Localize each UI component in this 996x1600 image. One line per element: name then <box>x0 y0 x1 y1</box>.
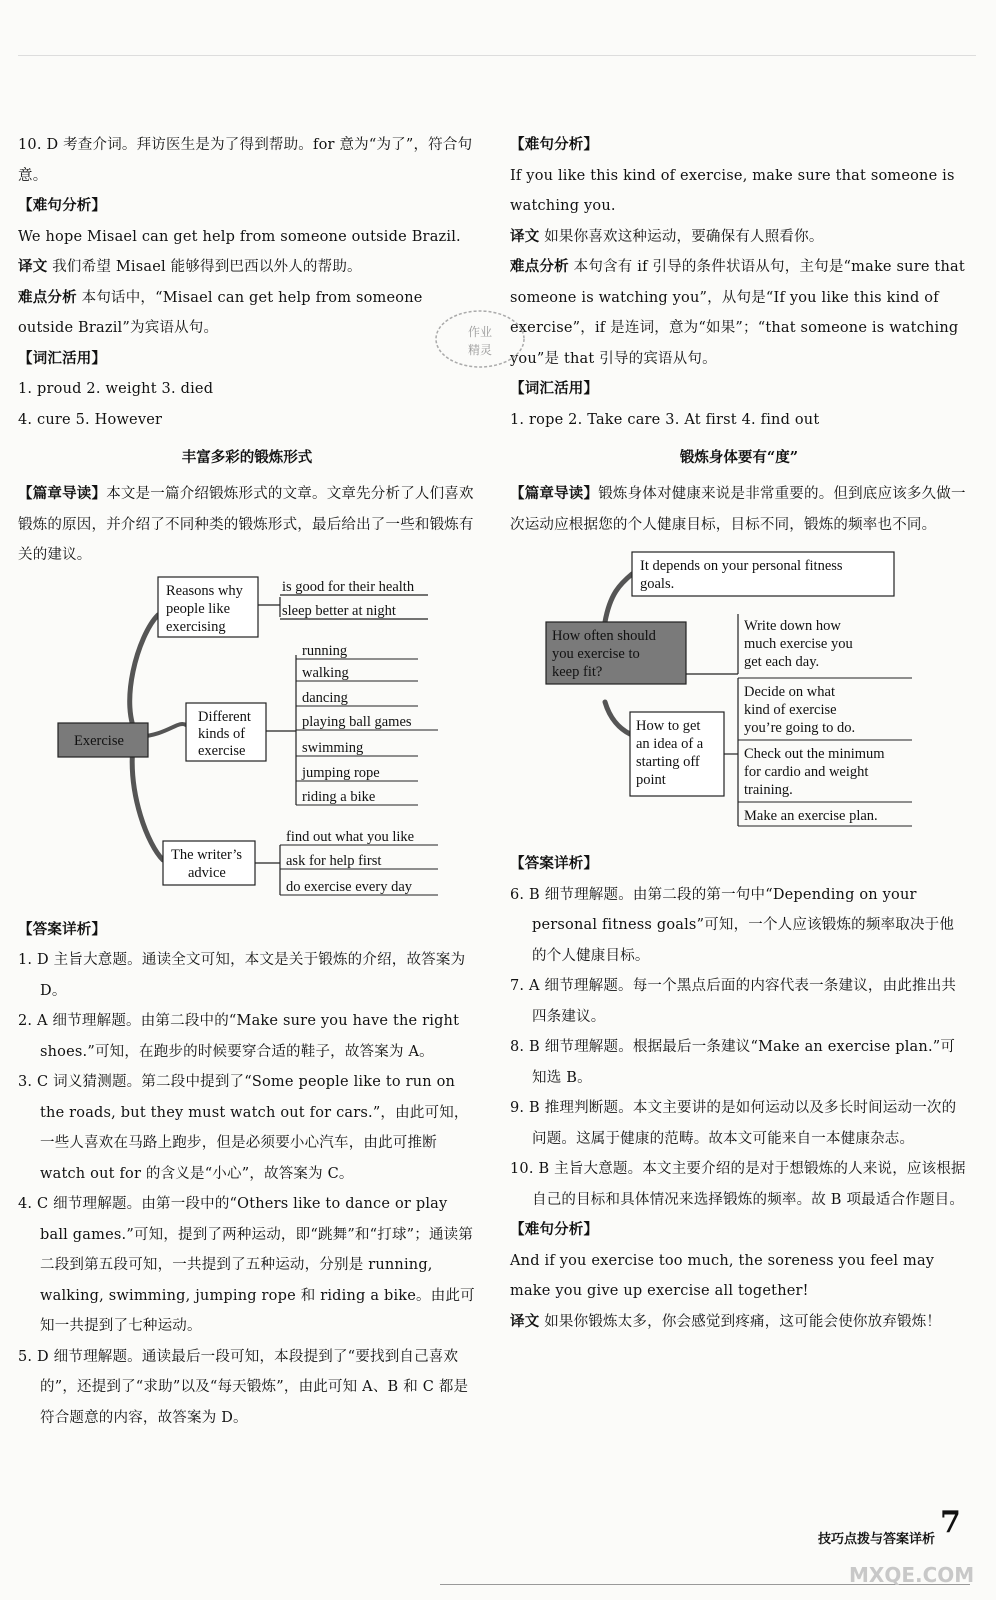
stamp-logo <box>430 304 530 374</box>
footer-label: 技巧点拨与答案详析 <box>818 1532 936 1547</box>
answer-6: 6. B 细节理解题。由第二段的第一句中“Depending on your personal fitness goals”可知，一个人应该锻炼的频率取决于他的个人健康目标。 <box>510 886 955 964</box>
difficult-sentence-heading-right: 【难句分析】 <box>510 136 599 153</box>
kind-item-2: walking <box>302 664 349 681</box>
item-1-line-3: get each day. <box>744 654 820 670</box>
reasons-line-3: exercising <box>166 618 226 635</box>
reasons-line-2: people like <box>166 600 231 617</box>
answer-5: 5. D 细节理解题。通读最后一段可知，本段提到了“要找到自己喜欢的”，还提到了“求助”以及“每天锻炼”，由此可知 A、B 和 C 都是符合题意的内容，故答案为 D。 <box>18 1348 469 1426</box>
kind-item-4: playing ball games <box>302 713 412 730</box>
guide-label: 【篇章导读】 <box>18 485 107 502</box>
answer-10-right: 10. B 主旨大意题。本文主要介绍的是对于想锻炼的人来说，应该根据自己的目标和具体情况来选择锻炼的频率。故 B 项最适合作题目。 <box>510 1161 966 1208</box>
fitness-mind-map <box>510 544 968 839</box>
kind-item-5: swimming <box>302 739 364 756</box>
advice-line-2: advice <box>188 864 226 881</box>
item-3-line-1: Check out the minimum <box>744 746 885 762</box>
item-2-line-3: you’re going to do. <box>744 720 856 736</box>
center-line-3: keep fit? <box>552 664 603 680</box>
answer-9: 9. B 推理判断题。本文主要讲的是如何运动以及多长时间运动一次的问题。这属于健康的范畴。故本文可能来自一本健康杂志。 <box>510 1100 957 1147</box>
reason-item-1: is good for their health <box>282 578 415 595</box>
advice-item-1: find out what you like <box>286 828 415 845</box>
kinds-line-2: kinds of <box>198 725 246 742</box>
guide-text: 本文是一篇介绍锻炼形式的文章。文章先分析了人们喜欢锻炼的原因，并介绍了不同种类的锻炼形式，最后给出了一些和锻炼有关的建议。 <box>18 486 474 563</box>
sub-line-3: starting off <box>636 754 700 770</box>
right-column <box>510 130 968 1337</box>
center-label: Exercise <box>74 732 124 749</box>
answer-10: 10. D 考查介词。拜访医生是为了得到帮助。for 意为“为了”，符合句意。 <box>18 137 473 184</box>
difficult-sentence-heading-2: 【难句分析】 <box>510 1221 599 1238</box>
article-title: 丰富多彩的锻炼形式 <box>181 449 313 466</box>
left-column <box>18 130 476 1433</box>
advice-item-2: ask for help first <box>286 852 382 869</box>
answer-7: 7. A 细节理解题。每一个黑点后面的内容代表一条建议，由此推出共四条建议。 <box>510 978 957 1025</box>
translation-2 <box>510 1307 968 1338</box>
article-guide <box>18 479 476 571</box>
stamp-line-2: 精灵 <box>467 343 493 357</box>
reasons-line-1: Reasons why <box>166 582 243 599</box>
vocab-line-right: 1. rope 2. Take care 3. At first 4. find out <box>510 411 820 428</box>
article-guide-right <box>510 479 968 540</box>
item-2-line-1: Decide on what <box>744 684 835 700</box>
kind-item-6: jumping rope <box>302 764 380 781</box>
sub-line-1: How to get <box>636 718 701 734</box>
difficult-sentence-2: And if you exercise too much, the soreness you feel may make you give up exercise all together! <box>510 1252 935 1299</box>
item-3-line-3: training. <box>744 782 793 798</box>
answers-heading-right: 【答案详析】 <box>510 855 599 872</box>
difficult-sentence-right: If you like this kind of exercise, make sure that someone is watching you. <box>510 167 955 214</box>
watermark-logo <box>845 1540 980 1590</box>
guide-text-right: 锻炼身体对健康来说是非常重要的。但到底应该多久做一次运动应根据您的个人健康目标，目标不同，锻炼的频率也不同。 <box>510 486 966 533</box>
kind-items <box>296 643 438 805</box>
answer-1: 1. D 主旨大意题。通读全文可知，本文是关于锻炼的介绍，故答案为 D。 <box>18 952 466 999</box>
kind-item-1: running <box>302 642 348 659</box>
translation-text: 我们希望 Misael 能够得到巴西以外人的帮助。 <box>47 259 362 275</box>
translation-text-2: 如果你锻炼太多，你会感觉到疼痛，这可能会使你放弃锻炼！ <box>539 1313 942 1330</box>
center-line-2: you exercise to <box>552 646 640 662</box>
answer-3: 3. C 词义猜测题。第二段中提到了“Some people like to run on the roads, but they must watch out for cars.”，由此可知，一些人喜欢在马路上跑步，但是必须要小心汽车，由此可推断 watch out for 的含义是“小心”，故答案为 C。 <box>18 1074 469 1182</box>
top-line-1: It depends on your personal fitness <box>640 558 843 574</box>
advice-item-3: do exercise every day <box>286 878 413 895</box>
translation-label-right: 译文 <box>510 227 540 245</box>
answer-4: 4. C 细节理解题。由第一段中的“Others like to dance or play ball games.”可知，提到了两种运动，即“跳舞”和“打球”；通读第二段到第五段可知，一共提到了五种运动，分别是 running, walking, swimming, jumping rope 和 riding a bike。由此可知一共提到了七种运动。 <box>18 1196 475 1334</box>
difficult-sentence: We hope Misael can get help from someone outside Brazil. <box>18 228 461 245</box>
item-1-line-1: Write down how <box>744 618 841 634</box>
stamp-line-1: 作业 <box>467 325 493 339</box>
watermark-text: MXQE.COM <box>849 1563 975 1587</box>
guide-label-right: 【篇章导读】 <box>510 485 599 502</box>
answer-2: 2. A 细节理解题。由第二段中的“Make sure you have the right shoes.”可知，在跑步的时候要穿合适的鞋子，故答案为 A。 <box>18 1013 460 1060</box>
item-1-line-2: much exercise you <box>744 636 853 652</box>
difficulty-analysis <box>18 283 476 344</box>
kinds-line-3: exercise <box>198 742 246 759</box>
difficulty-analysis-right <box>510 252 968 374</box>
kind-item-7: riding a bike <box>302 788 376 805</box>
translation-label-2: 译文 <box>510 1312 540 1330</box>
answers-heading: 【答案详析】 <box>18 920 107 938</box>
kind-item-3: dancing <box>302 689 348 706</box>
translation-label: 译文 <box>18 258 48 275</box>
item-4-line-1: Make an exercise plan. <box>744 808 878 824</box>
sub-line-2: an idea of a <box>636 736 704 752</box>
item-3-line-2: for cardio and weight <box>744 764 869 780</box>
advice-line-1: The writer’s <box>171 846 242 863</box>
kinds-line-1: Different <box>198 708 251 725</box>
difficulty-label-right: 难点分析 <box>510 258 569 275</box>
vocab-heading: 【词汇活用】 <box>18 349 107 367</box>
vocab-line-1: 1. proud 2. weight 3. died <box>18 381 214 397</box>
translation-right <box>510 222 968 253</box>
vocab-heading-right: 【词汇活用】 <box>510 380 599 397</box>
sub-line-4: point <box>636 772 666 788</box>
top-line-2: goals. <box>640 576 675 592</box>
vocab-line-2: 4. cure 5. However <box>18 411 163 428</box>
exercise-mind-map <box>18 575 476 905</box>
top-divider <box>18 55 976 56</box>
center-line-1: How often should <box>552 628 656 644</box>
reason-item-2: sleep better at night <box>282 602 396 619</box>
answer-8: 8. B 细节理解题。根据最后一条建议“Make an exercise plan.”可知选 B。 <box>510 1039 956 1086</box>
difficulty-text-right: 本句含有 if 引导的条件状语从句，主句是“make sure that someone is watching you”，从句是“If you like this kind of exercise”，if 是连词，意为“如果”；“that someone is watching you”是 that 引导的宾语从句。 <box>510 259 965 367</box>
article-title-right: 锻炼身体要有“度” <box>679 449 799 466</box>
translation-text-right: 如果你喜欢这种运动，要确保有人照看你。 <box>539 228 824 245</box>
item-2-line-2: kind of exercise <box>744 702 837 718</box>
difficulty-text: 本句话中，“Misael can get help from someone outside Brazil”为宾语从句。 <box>18 289 423 336</box>
page-number: 7 <box>940 1505 961 1540</box>
difficult-sentence-heading: 【难句分析】 <box>18 197 107 214</box>
difficulty-label: 难点分析 <box>18 288 77 306</box>
translation <box>18 252 476 283</box>
